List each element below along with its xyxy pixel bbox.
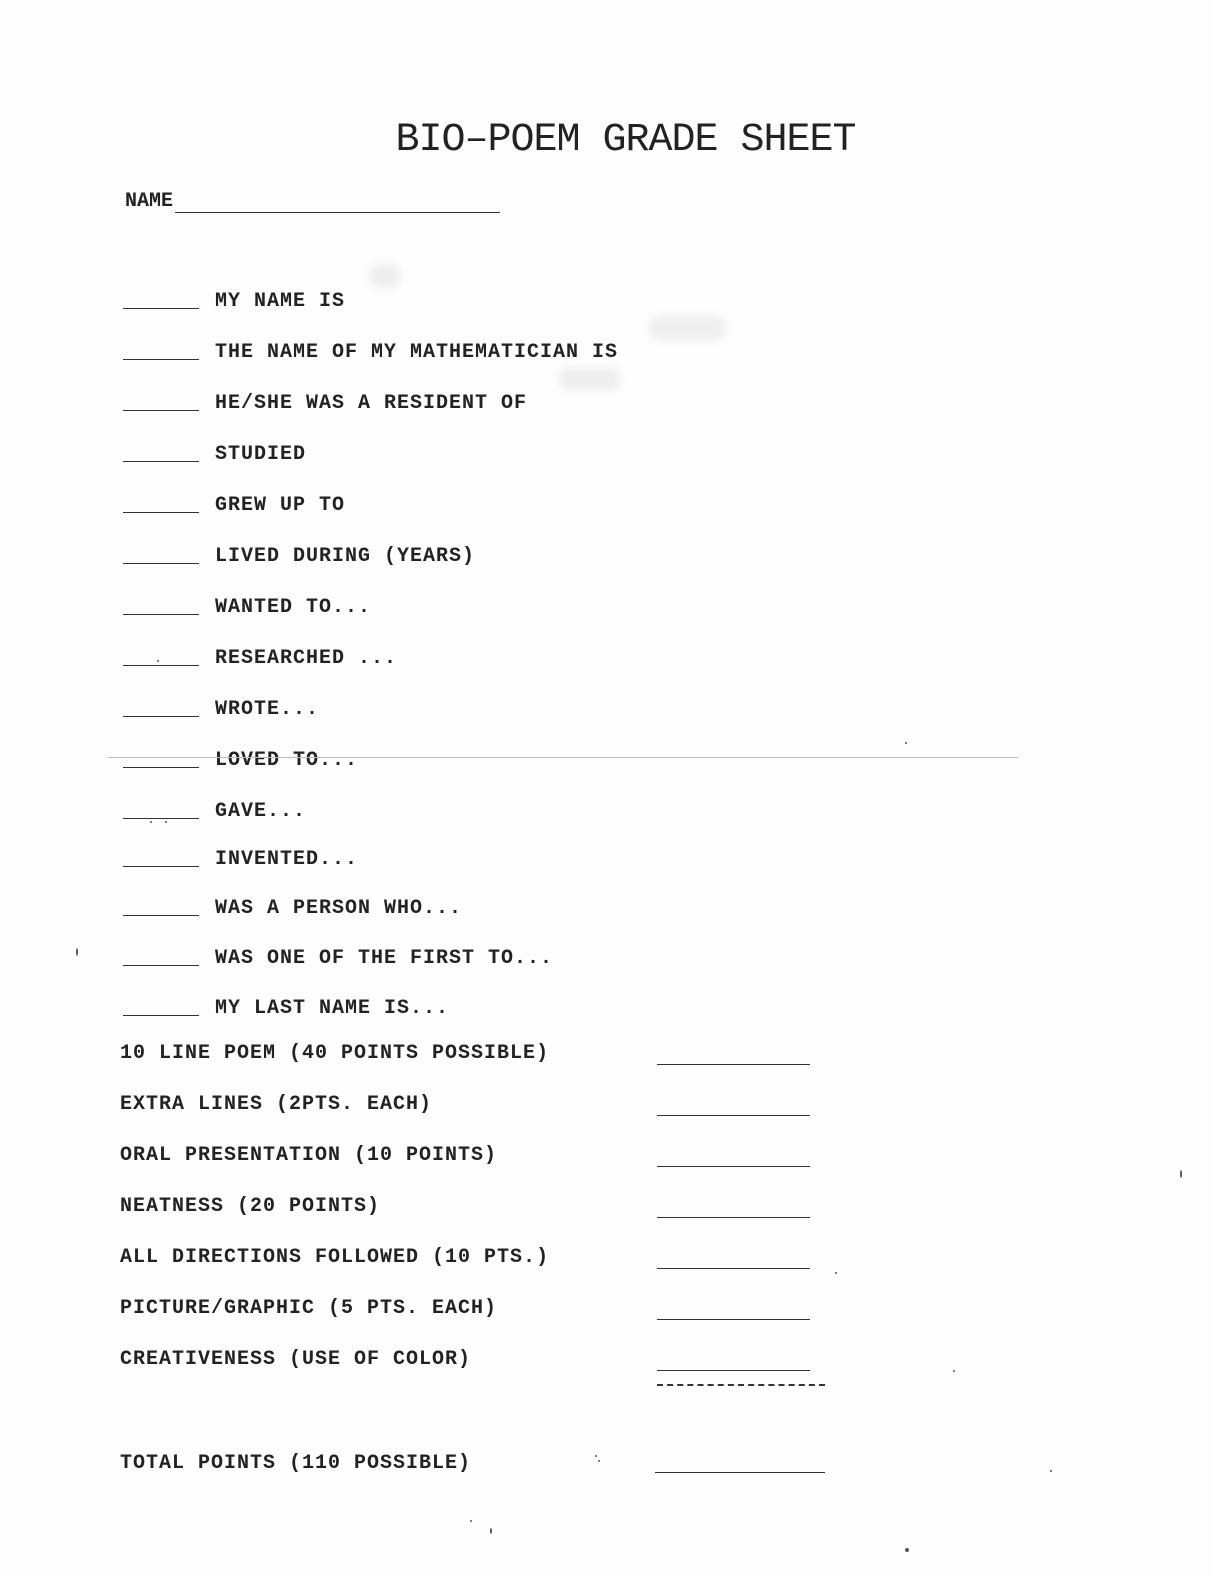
criteria-score-blank[interactable] — [123, 308, 199, 309]
criteria-score-blank[interactable] — [123, 461, 199, 462]
criteria-label: WANTED TO... — [215, 596, 372, 619]
scan-speck — [76, 948, 78, 956]
name-label: NAME — [125, 190, 174, 213]
criteria-label: LOVED TO... — [215, 749, 359, 772]
score-label: CREATIVENESS (USE OF COLOR) — [120, 1348, 472, 1371]
criteria-label: RESEARCHED ... — [215, 647, 398, 670]
criteria-item — [123, 670, 823, 721]
criteria-item — [123, 364, 823, 415]
criteria-label: STUDIED — [215, 443, 307, 466]
scan-speck — [905, 742, 907, 744]
score-blank[interactable] — [657, 1064, 810, 1065]
criteria-label: WROTE... — [215, 698, 320, 721]
score-blank[interactable] — [657, 1166, 810, 1167]
criteria-score-blank[interactable] — [123, 1015, 199, 1016]
scan-speck — [490, 1528, 492, 1534]
criteria-item — [123, 415, 823, 466]
criteria-item — [123, 920, 823, 970]
criteria-score-blank[interactable] — [123, 818, 199, 819]
score-label: ALL DIRECTIONS FOLLOWED (10 PTS.) — [120, 1246, 550, 1269]
scan-speck — [835, 1272, 837, 1274]
score-item — [120, 1085, 840, 1136]
score-blank[interactable] — [657, 1319, 810, 1320]
criteria-label: GREW UP TO — [215, 494, 346, 517]
criteria-label: THE NAME OF MY MATHEMATICIAN IS — [215, 341, 619, 364]
criteria-score-blank[interactable] — [123, 866, 199, 867]
score-item — [120, 1289, 840, 1340]
criteria-label: MY NAME IS — [215, 290, 346, 313]
criteria-item — [123, 466, 823, 517]
criteria-score-blank[interactable] — [123, 767, 199, 768]
score-blank[interactable] — [657, 1370, 810, 1371]
score-blank[interactable] — [657, 1217, 810, 1218]
criteria-score-blank[interactable] — [123, 359, 199, 360]
score-summary-list — [120, 1034, 840, 1391]
scan-speck — [905, 1548, 909, 1552]
criteria-label: MY LAST NAME IS... — [215, 997, 450, 1020]
score-label: ORAL PRESENTATION (10 POINTS) — [120, 1144, 498, 1167]
criteria-score-blank[interactable] — [123, 563, 199, 564]
criteria-item — [123, 313, 823, 364]
score-item — [120, 1136, 840, 1187]
criteria-score-blank[interactable] — [123, 665, 199, 666]
student-name-field[interactable] — [175, 194, 500, 213]
criteria-score-blank[interactable] — [123, 716, 199, 717]
criteria-label: WAS A PERSON WHO... — [215, 897, 463, 920]
scan-speck — [598, 1460, 600, 1462]
score-blank[interactable] — [657, 1115, 810, 1116]
scan-speck — [150, 821, 152, 823]
total-score-blank[interactable] — [655, 1472, 825, 1473]
student-name-row — [125, 190, 500, 213]
scan-speck — [1050, 1470, 1052, 1472]
score-blank[interactable] — [657, 1268, 810, 1269]
score-label: EXTRA LINES (2PTS. EACH) — [120, 1093, 433, 1116]
criteria-label: INVENTED... — [215, 848, 359, 871]
scan-speck — [157, 660, 159, 662]
criteria-item — [123, 721, 823, 772]
total-label: TOTAL POINTS (110 POSSIBLE) — [120, 1452, 472, 1475]
criteria-label: HE/SHE WAS A RESIDENT OF — [215, 392, 528, 415]
score-label: 10 LINE POEM (40 POINTS POSSIBLE) — [120, 1042, 550, 1065]
scan-speck — [595, 1455, 597, 1457]
page-title: BIO–POEM GRADE SHEET — [395, 118, 856, 163]
criteria-score-blank[interactable] — [123, 965, 199, 966]
scan-speck — [165, 821, 167, 823]
scan-fold-line — [108, 757, 1018, 758]
criteria-item — [123, 262, 823, 313]
score-label: PICTURE/GRAPHIC (5 PTS. EACH) — [120, 1297, 498, 1320]
poem-criteria-list — [123, 262, 823, 1020]
score-label: NEATNESS (20 POINTS) — [120, 1195, 381, 1218]
criteria-score-blank[interactable] — [123, 410, 199, 411]
criteria-label: GAVE... — [215, 800, 307, 823]
criteria-score-blank[interactable] — [123, 915, 199, 916]
criteria-item — [123, 970, 823, 1020]
scan-speck — [470, 1520, 472, 1522]
criteria-score-blank[interactable] — [123, 512, 199, 513]
criteria-label: LIVED DURING (YEARS) — [215, 545, 476, 568]
subtotal-dashed-line — [657, 1384, 825, 1386]
criteria-item — [123, 568, 823, 619]
score-item — [120, 1238, 840, 1289]
criteria-item — [123, 517, 823, 568]
criteria-item — [123, 871, 823, 920]
criteria-item — [123, 619, 823, 670]
criteria-score-blank[interactable] — [123, 614, 199, 615]
criteria-item — [123, 772, 823, 823]
score-item — [120, 1187, 840, 1238]
criteria-label: WAS ONE OF THE FIRST TO... — [215, 947, 554, 970]
total-points-row — [120, 1450, 840, 1490]
criteria-item — [123, 823, 823, 871]
scan-speck — [953, 1370, 955, 1372]
score-item — [120, 1034, 840, 1085]
scan-speck — [1180, 1170, 1182, 1178]
